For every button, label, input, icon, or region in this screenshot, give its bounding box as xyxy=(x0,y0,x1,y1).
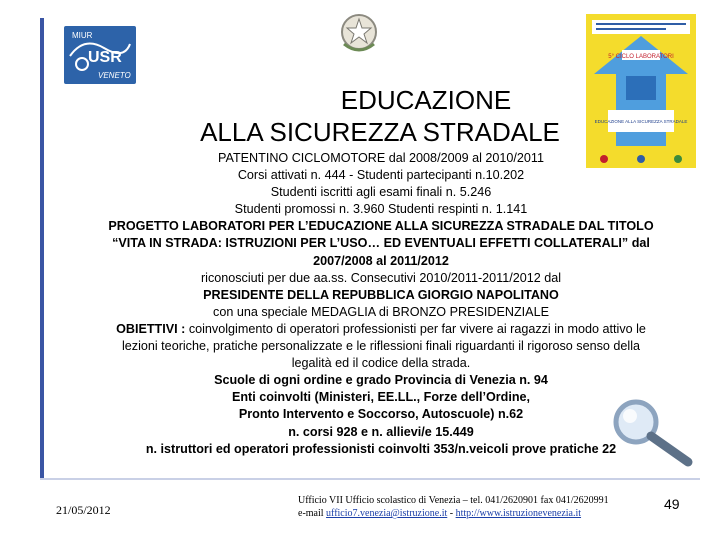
website-link[interactable]: http://www.istruzionevenezia.it xyxy=(455,508,582,519)
link-separator: - xyxy=(447,508,456,519)
body-line: Studenti promossi n. 3.960 Studenti respinti n. 1.141 xyxy=(234,202,528,217)
body-line: legalità ed il codice della strada. xyxy=(291,356,471,371)
body-line: Studenti iscritti agli esami finali n. 5.246 xyxy=(270,185,492,200)
body-line: PATENTINO CICLOMOTORE dal 2008/2009 al 2010/2011 xyxy=(218,151,544,165)
objectives-text: coinvolgimento di operatori professionisti per far vivere ai ragazzi in modo attivo le xyxy=(185,321,646,336)
title-line-2: ALLA SICUREZZA STRADALE xyxy=(200,117,560,147)
body-line: “VITA IN STRADA: ISTRUZIONI PER L’USO… ED EVENTUALI EFFETTI COLLATERALI” dal xyxy=(112,236,650,251)
body-line: Scuole di ogni ordine e grado Provincia di Venezia n. 94 xyxy=(214,373,548,388)
footer-office-info xyxy=(298,494,628,520)
body-line: n. corsi 928 e n. allievi/e 15.449 xyxy=(288,424,474,439)
left-accent-bar xyxy=(40,18,44,480)
body-line xyxy=(66,321,696,338)
body-line: Enti coinvolti (Ministeri, EE.LL., Forze dell’Ordine, xyxy=(231,390,531,405)
logo-text-veneto: VENETO xyxy=(98,71,131,80)
logo-text-miur: MIUR xyxy=(72,31,93,40)
body-line: Pronto Intervento e Soccorso, Autoscuole) n.62 xyxy=(238,407,524,422)
page-title xyxy=(180,84,580,148)
office-contact: Ufficio VII Ufficio scolastico di Venezia – tel. 041/2620901 fax 041/2620991 xyxy=(298,495,609,506)
footer-date: 21/05/2012 xyxy=(56,503,111,517)
body-text xyxy=(66,150,696,458)
body-line: lezioni teoriche, pratiche personalizzate e le riflessioni finali riguardanti il rigoroso senso della xyxy=(121,339,641,354)
page-number: 49 xyxy=(664,496,680,512)
body-line: PRESIDENTE DELLA REPUBBLICA GIORGIO NAPOLITANO xyxy=(203,287,559,302)
poster-heading: 5° CICLO LABORATORI xyxy=(608,54,674,60)
emblem-icon xyxy=(338,10,380,56)
objectives-label: OBIETTIVI : xyxy=(116,321,186,336)
logo-text-usr: USR xyxy=(88,49,122,66)
body-line: n. istruttori ed operatori professionisti coinvolti 353/n.veicoli prove pratiche 22 xyxy=(145,441,617,456)
body-line: 2007/2008 al 2011/2012 xyxy=(313,253,449,268)
email-label: e-mail xyxy=(298,508,327,519)
office-links xyxy=(298,507,628,520)
body-line: PROGETTO LABORATORI PER L’EDUCAZIONE ALLA SICUREZZA STRADALE DAL TITOLO xyxy=(108,219,654,234)
email-link[interactable]: ufficio7.venezia@istruzione.it xyxy=(326,508,448,519)
event-poster-image xyxy=(586,14,696,168)
title-line-1: EDUCAZIONE xyxy=(340,85,512,115)
magnifier-icon xyxy=(606,394,698,470)
body-line: Corsi attivati n. 444 - Studenti partecipanti n.10.202 xyxy=(237,168,525,183)
miur-usr-logo xyxy=(64,26,136,84)
footer-divider xyxy=(40,478,700,480)
body-line: con una speciale MEDAGLIA di BRONZO PRESIDENZIALE xyxy=(213,304,549,319)
poster-subheading: EDUCAZIONE ALLA SICUREZZA STRADALE xyxy=(594,119,688,124)
body-line: riconosciuti per due aa.ss. Consecutivi 2010/2011-2011/2012 dal xyxy=(200,270,562,285)
